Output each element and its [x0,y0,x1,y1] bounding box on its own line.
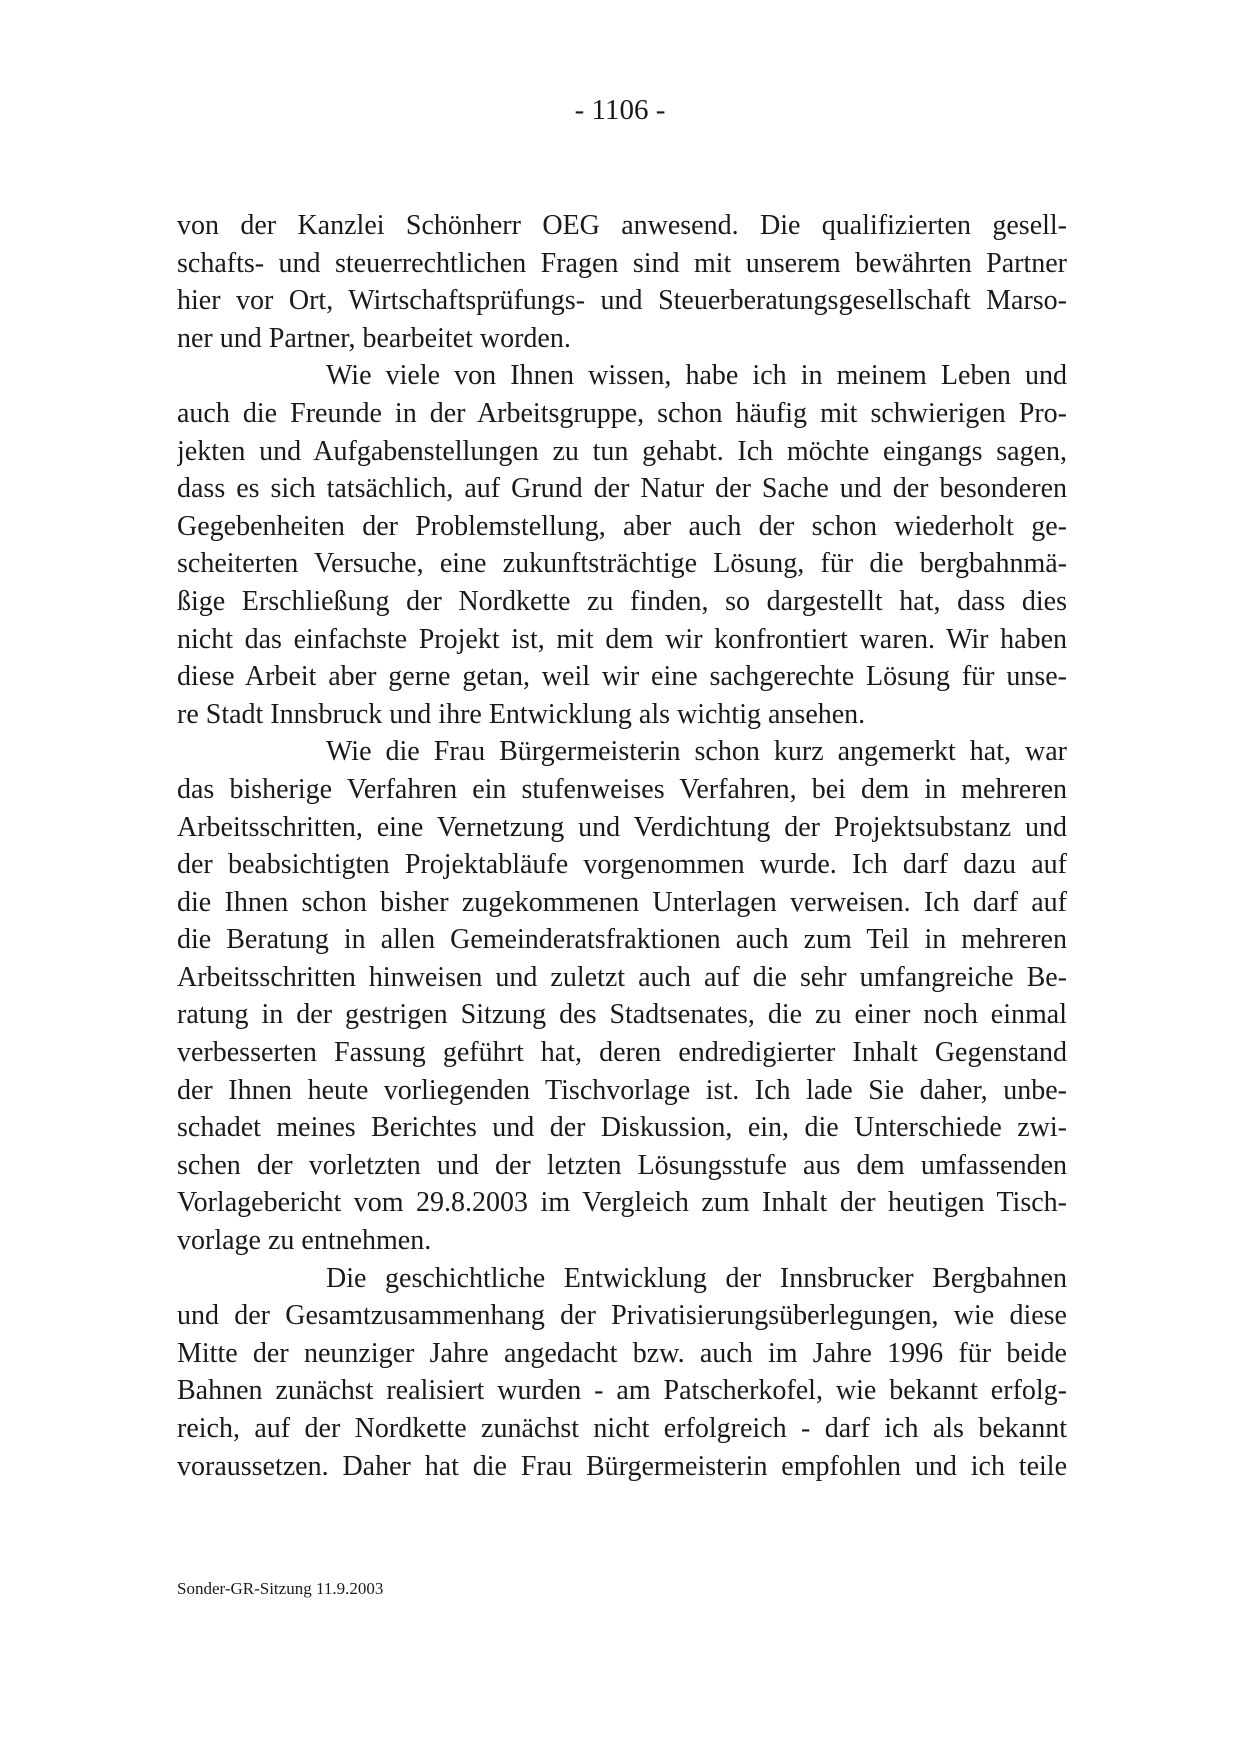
text-line: jekten und Aufgabenstellungen zu tun gehabt. Ich möchte eingangs sagen, [177,435,1067,467]
text-line: Arbeitsschritten, eine Vernetzung und Verdichtung der Projektsubstanz und [177,811,1067,843]
text-line: und der Gesamtzusammenhang der Privatisierungsüberlegungen, wie diese [177,1300,1067,1332]
text-line: hier vor Ort, Wirtschaftsprüfungs- und Steuerberatungsgesellschaft Marso- [177,285,1067,317]
text-line: reich, auf der Nordkette zunächst nicht erfolgreich - darf ich als bekannt [177,1413,1067,1444]
text-line: nicht das einfachste Projekt ist, mit dem wir konfrontiert waren. Wir haben [177,623,1067,655]
text-line: schadet meines Berichtes und der Diskussion, ein, die Unterschiede zwi- [177,1112,1067,1144]
paragraph-first-line: Die geschichtliche Entwicklung der Innsbrucker Bergbahnen [326,1262,1067,1294]
text-line: Gegebenheiten der Problemstellung, aber auch der schon wiederholt ge- [177,510,1067,542]
text-line: ner und Partner, bearbeitet worden. [177,322,571,354]
footer-session-label: Sonder-GR-Sitzung 11.9.2003 [177,1579,384,1598]
text-line: schafts- und steuerrechtlichen Fragen sind mit unserem bewährten Partner [177,247,1067,279]
text-line: die Beratung in allen Gemeinderatsfraktionen auch zum Teil in mehreren [177,924,1067,956]
body-text [177,207,1067,1485]
text-line: die Ihnen schon bisher zugekommenen Unterlagen verweisen. Ich darf auf [177,886,1067,918]
text-line: vorlage zu entnehmen. [177,1225,432,1257]
text-line: von der Kanzlei Schönherr OEG anwesend. Die qualifizierten gesell- [177,210,1067,241]
text-line: diese Arbeit aber gerne getan, weil wir eine sachgerechte Lösung für unse- [177,661,1067,693]
page-number: - 1106 - [574,94,666,126]
text-line: Bahnen zunächst realisiert wurden - am Patscherkofel, wie bekannt erfolg- [177,1375,1067,1407]
text-line: ßige Erschließung der Nordkette zu finden, so dargestellt hat, dass dies [177,585,1067,617]
text-line: schen der vorletzten und der letzten Lösungsstufe aus dem umfassenden [177,1149,1067,1181]
paragraph-first-line: Wie die Frau Bürgermeisterin schon kurz angemerkt hat, war [326,736,1067,768]
text-line: auch die Freunde in der Arbeitsgruppe, schon häufig mit schwierigen Pro- [177,397,1067,429]
text-line: Mitte der neunziger Jahre angedacht bzw. auch im Jahre 1996 für beide [177,1337,1067,1369]
text-line: der Ihnen heute vorliegenden Tischvorlage ist. Ich lade Sie daher, unbe- [177,1074,1067,1106]
text-line: verbesserten Fassung geführt hat, deren endredigierter Inhalt Gegenstand [177,1037,1067,1069]
text-line: Arbeitsschritten hinweisen und zuletzt auch auf die sehr umfangreiche Be- [177,961,1067,993]
paragraph-first-line: Wie viele von Ihnen wissen, habe ich in meinem Leben und [326,360,1067,392]
text-line: Vorlagebericht vom 29.8.2003 im Vergleich zum Inhalt der heutigen Tisch- [177,1187,1067,1219]
text-line: ratung in der gestrigen Sitzung des Stadtsenates, die zu einer noch einmal [177,999,1067,1031]
text-line: re Stadt Innsbruck und ihre Entwicklung als wichtig ansehen. [177,698,866,730]
text-line: das bisherige Verfahren ein stufenweises Verfahren, bei dem in mehreren [177,773,1067,805]
text-line: dass es sich tatsächlich, auf Grund der Natur der Sache und der besonderen [177,473,1067,505]
text-line: voraussetzen. Daher hat die Frau Bürgermeisterin empfohlen und ich teile [177,1450,1067,1482]
text-line: der beabsichtigten Projektabläufe vorgenommen wurde. Ich darf dazu auf [177,849,1067,881]
text-line: scheiterten Versuche, eine zukunftsträchtige Lösung, für die bergbahnmä- [177,548,1067,580]
